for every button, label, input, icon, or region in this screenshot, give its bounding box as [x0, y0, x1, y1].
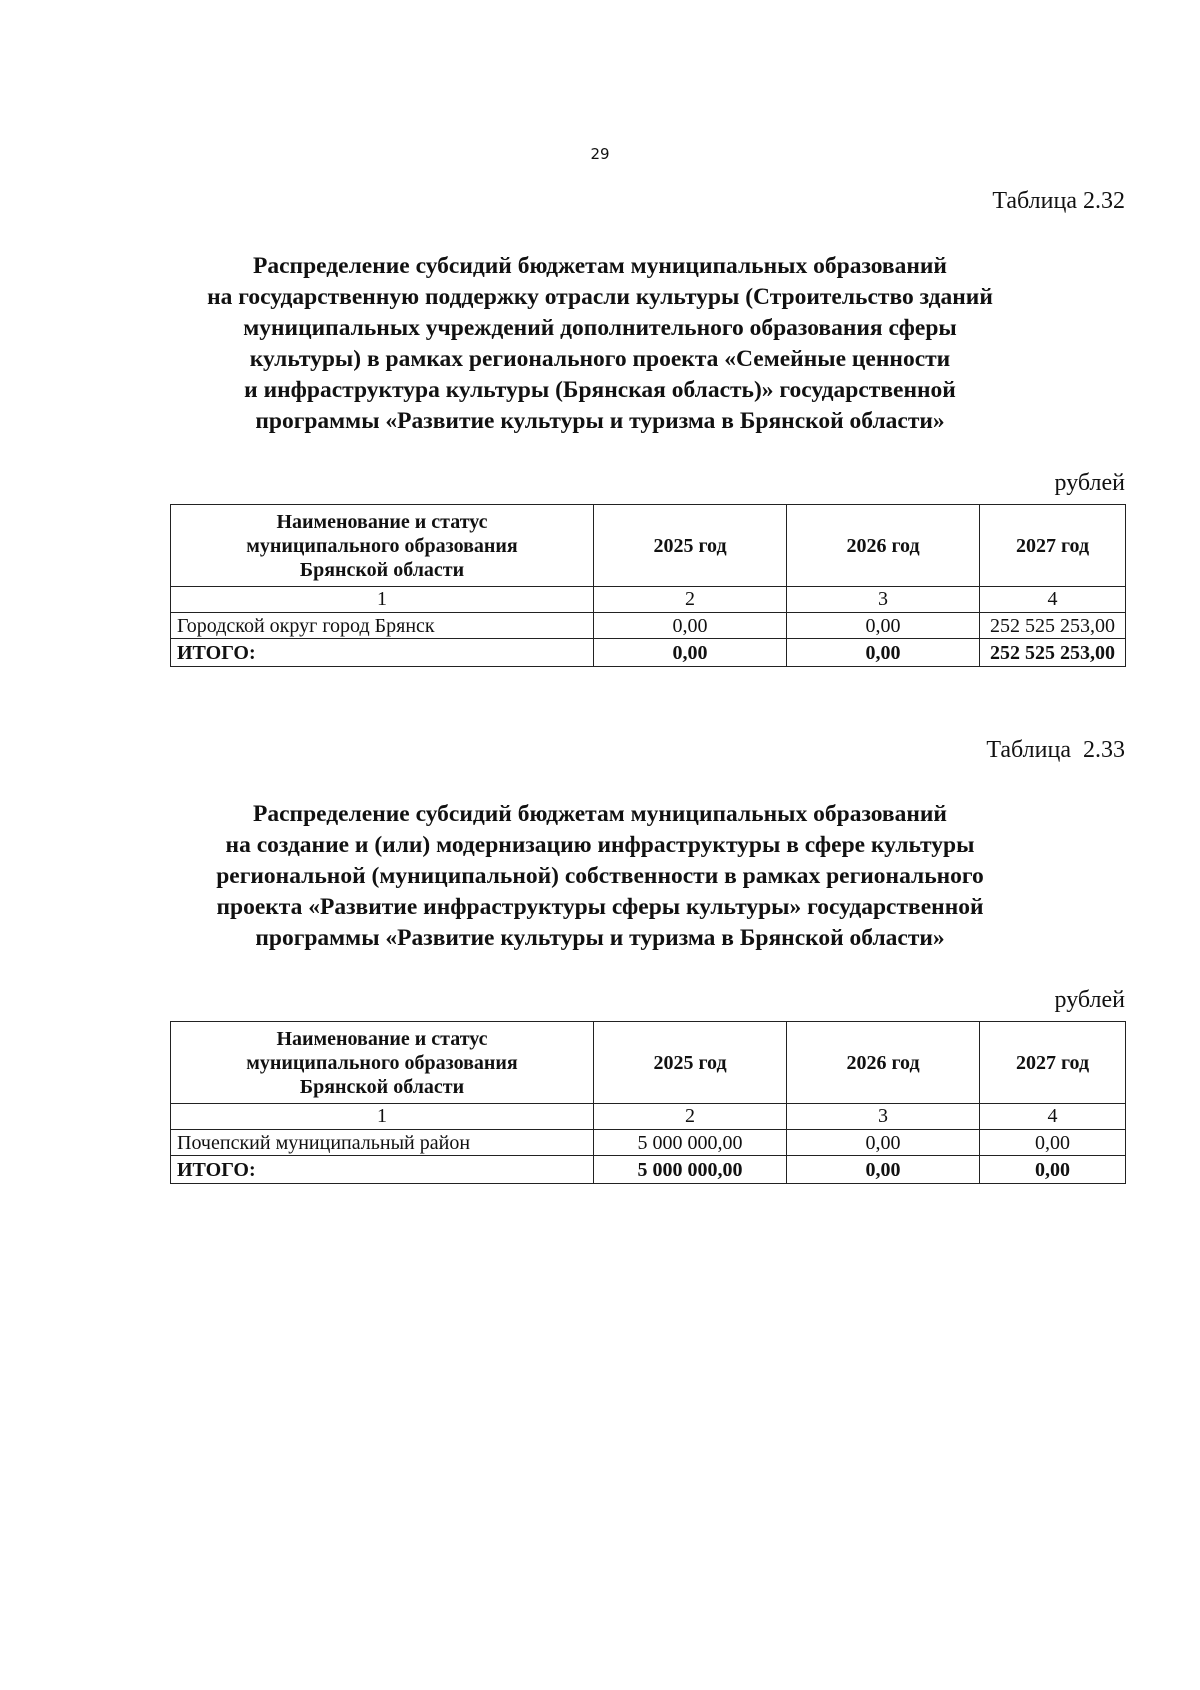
- total-value: 0,00: [787, 639, 980, 667]
- header-year: 2027 год: [980, 505, 1126, 587]
- title-line: программы «Развитие культуры и туризма в Брянской области»: [255, 925, 945, 951]
- title-line: на создание и (или) модернизацию инфраструктуры в сфере культуры: [225, 832, 975, 858]
- column-number: 2: [594, 587, 787, 613]
- header-year: 2025 год: [594, 505, 787, 587]
- total-value: 0,00: [594, 639, 787, 667]
- total-value: 252 525 253,00: [980, 639, 1126, 667]
- column-number: 4: [980, 1104, 1126, 1130]
- table-row: [171, 1130, 1126, 1156]
- header-year: 2026 год: [787, 505, 980, 587]
- row-value: 0,00: [980, 1130, 1126, 1156]
- header-year: 2026 год: [787, 1022, 980, 1104]
- unit-label: рублей: [1054, 470, 1125, 496]
- title-line: региональной (муниципальной) собственности в рамках регионального: [216, 863, 984, 889]
- header-name: Наименование и статус муниципального образования Брянской области: [171, 505, 594, 587]
- row-value: 0,00: [594, 613, 787, 639]
- header-year: 2027 год: [980, 1022, 1126, 1104]
- column-number: 2: [594, 1104, 787, 1130]
- total-label: ИТОГО:: [171, 639, 594, 667]
- header-name: Наименование и статус муниципального образования Брянской области: [171, 1022, 594, 1104]
- row-value: 0,00: [787, 613, 980, 639]
- column-number: 3: [787, 587, 980, 613]
- column-number: 1: [171, 587, 594, 613]
- row-value: 5 000 000,00: [594, 1130, 787, 1156]
- header-year: 2025 год: [594, 1022, 787, 1104]
- title-line: Распределение субсидий бюджетам муниципальных образований: [253, 253, 947, 279]
- column-number: 4: [980, 587, 1126, 613]
- title-line: культуры) в рамках регионального проекта «Семейные ценности: [249, 346, 951, 372]
- row-value: 0,00: [787, 1130, 980, 1156]
- total-row: [171, 639, 1126, 667]
- total-label: ИТОГО:: [171, 1156, 594, 1184]
- title-line: программы «Развитие культуры и туризма в Брянской области»: [255, 408, 945, 434]
- row-name: Почепский муниципальный район: [171, 1130, 594, 1156]
- row-name: Городской округ город Брянск: [171, 613, 594, 639]
- column-number-row: [171, 587, 1126, 613]
- title-line: и инфраструктура культуры (Брянская область)» государственной: [244, 377, 956, 403]
- subsidy-table: [170, 504, 1126, 667]
- column-number: 3: [787, 1104, 980, 1130]
- total-value: 5 000 000,00: [594, 1156, 787, 1184]
- total-row: [171, 1156, 1126, 1184]
- title-line: проекта «Развитие инфраструктуры сферы культуры» государственной: [216, 894, 984, 920]
- table-label: Таблица 2.33: [986, 737, 1125, 763]
- title-line: Распределение субсидий бюджетам муниципальных образований: [253, 801, 947, 827]
- table-header-row: [171, 505, 1126, 587]
- total-value: 0,00: [787, 1156, 980, 1184]
- title-line: муниципальных учреждений дополнительного образования сферы: [243, 315, 957, 341]
- page-number: 29: [590, 145, 610, 163]
- column-number: 1: [171, 1104, 594, 1130]
- column-number-row: [171, 1104, 1126, 1130]
- subsidy-table: [170, 1021, 1126, 1184]
- title-line: на государственную поддержку отрасли культуры (Строительство зданий: [207, 284, 993, 310]
- table-row: [171, 613, 1126, 639]
- table-title: [150, 799, 1050, 954]
- table-title: [150, 251, 1050, 437]
- unit-label: рублей: [1054, 987, 1125, 1013]
- row-value: 252 525 253,00: [980, 613, 1126, 639]
- table-label: Таблица 2.32: [992, 188, 1125, 214]
- total-value: 0,00: [980, 1156, 1126, 1184]
- table-header-row: [171, 1022, 1126, 1104]
